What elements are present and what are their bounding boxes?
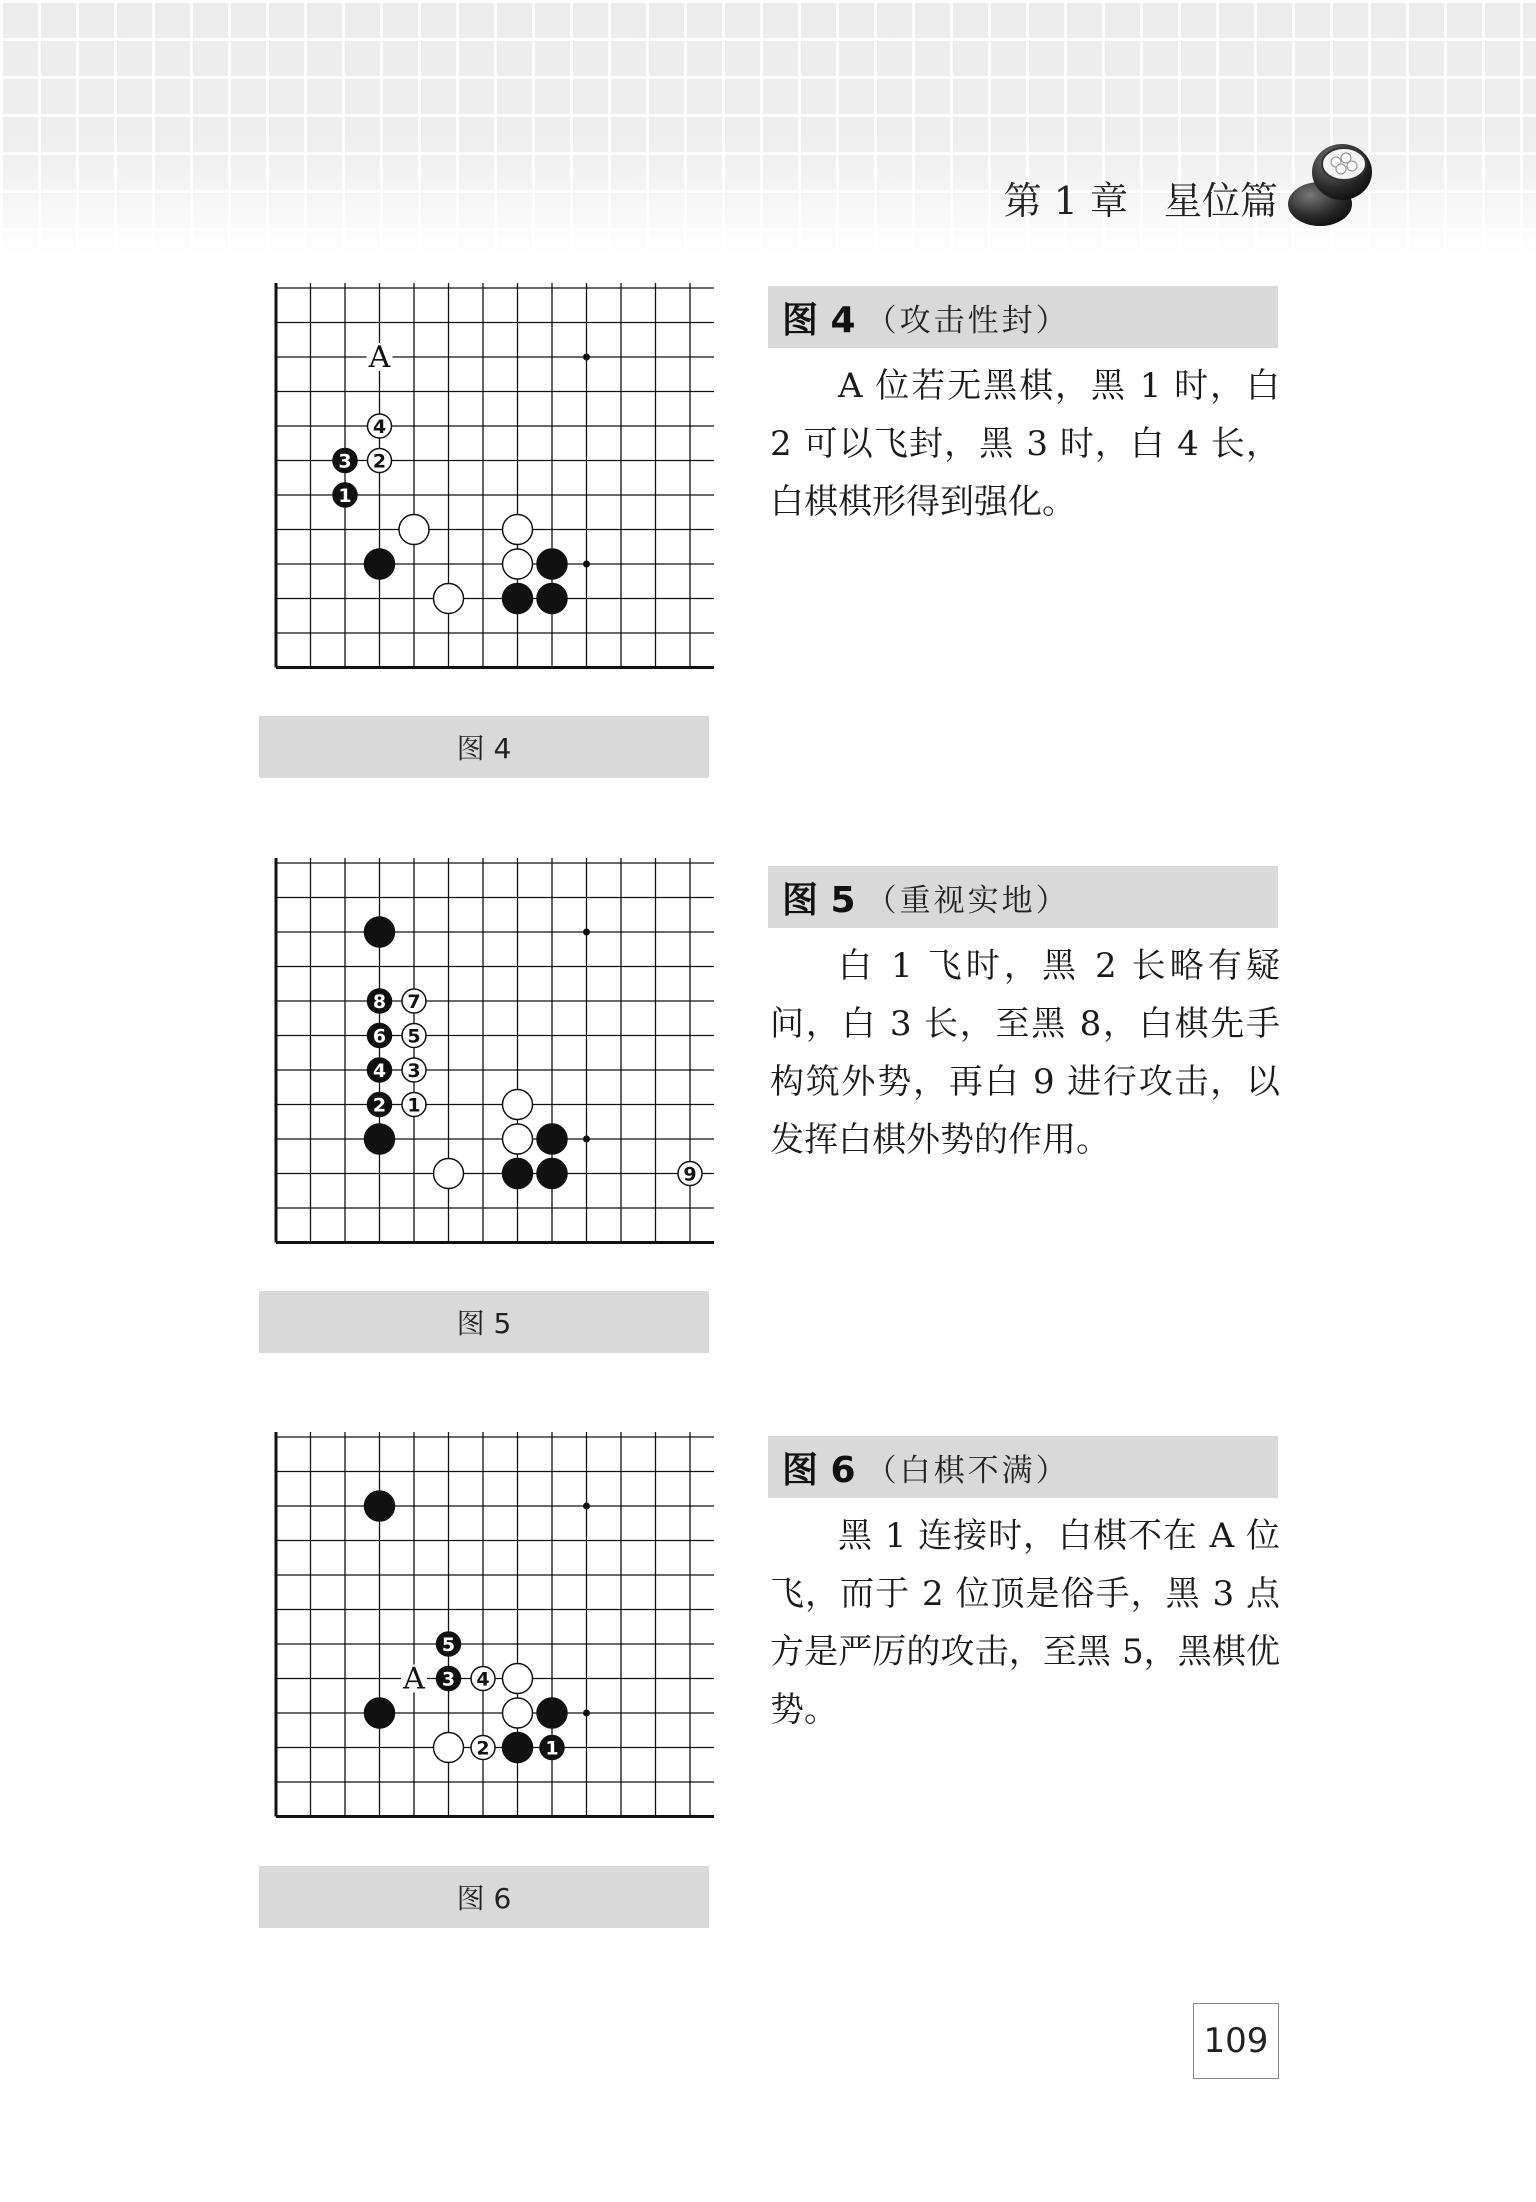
move-number: 4 [372, 416, 387, 438]
white-move-stone [402, 1058, 426, 1082]
figure-heading-label: 图 6 [782, 1449, 856, 1491]
move-number: 4 [476, 1668, 490, 1691]
move-number: 3 [407, 1060, 421, 1082]
white-stone [434, 1733, 464, 1763]
figure-heading-label: 图 4 [782, 299, 856, 341]
black-move-stone [368, 989, 392, 1013]
move-number: 8 [372, 991, 387, 1013]
page-header [0, 0, 1536, 252]
move-number: 1 [545, 1737, 559, 1760]
black-move-stone [540, 1736, 564, 1760]
board-point-label: A [403, 1661, 425, 1697]
black-move-stone [437, 1667, 461, 1691]
black-move-stone [333, 449, 357, 473]
figure-heading-subtitle: （攻击性封） [865, 302, 1070, 339]
figure-heading-subtitle: （白棋不满） [865, 1452, 1070, 1489]
figure-heading-subtitle: （重视实地） [865, 882, 1070, 919]
white-stone [503, 1124, 533, 1154]
move-number: 6 [372, 1025, 387, 1048]
black-stone [365, 1491, 395, 1521]
move-number: 2 [476, 1737, 490, 1760]
move-number: 4 [372, 1060, 387, 1082]
figure-commentary: A 位若无黑棋，黑 1 时，白 2 可以飞封，黑 3 时，白 4 长，白棋棋形得到强化。 [770, 366, 1280, 522]
figure-caption: 图 4 [259, 716, 709, 778]
move-number: 7 [407, 991, 421, 1013]
white-stone [503, 549, 533, 579]
white-move-stone [402, 989, 426, 1013]
black-move-stone [437, 1632, 461, 1656]
figure-caption: 图 5 [259, 1291, 709, 1353]
figure-heading-label: 图 5 [782, 879, 856, 921]
figure-heading [768, 286, 1278, 348]
move-number: 5 [441, 1634, 456, 1656]
board-grid [276, 858, 714, 1243]
figure-commentary: 白 1 飞时，黑 2 长略有疑问，白 3 长，至黑 8，白棋先手构筑外势，再白 9 进行攻击，以发挥白棋外势的作用。 [770, 946, 1280, 1160]
star-point [583, 1136, 590, 1143]
figure-heading [768, 866, 1278, 928]
move-number: 2 [372, 450, 387, 473]
move-number: 3 [338, 450, 352, 473]
board-grid [276, 1432, 714, 1817]
black-stone [537, 1159, 567, 1189]
black-stone [365, 917, 395, 947]
star-point [583, 929, 590, 936]
chapter-title: 星位篇 [1163, 179, 1278, 223]
white-stone [503, 1090, 533, 1120]
go-board-fig4 [264, 283, 714, 703]
black-stone [503, 1159, 533, 1189]
black-move-stone [368, 1024, 392, 1048]
black-stone [537, 584, 567, 614]
white-stone [503, 1664, 533, 1694]
white-move-stone [402, 1093, 426, 1117]
black-move-stone [333, 483, 357, 507]
black-stone [537, 549, 567, 579]
star-point [583, 561, 590, 568]
go-board-fig5 [264, 858, 714, 1278]
black-stone [365, 549, 395, 579]
black-stone [503, 584, 533, 614]
move-number: 9 [683, 1163, 697, 1186]
black-move-stone [368, 1093, 392, 1117]
figure-heading [768, 1436, 1278, 1498]
chapter-number: 第 1 章 [1003, 179, 1128, 223]
white-move-stone [678, 1162, 702, 1186]
white-stone [434, 1159, 464, 1189]
white-stone [434, 584, 464, 614]
board-grid [276, 283, 714, 668]
figure-commentary: 黑 1 连接时，白棋不在 A 位飞，而于 2 位顶是俗手，黑 3 点方是严厉的攻击，至黑 5，黑棋优势。 [770, 1516, 1280, 1730]
black-stone [537, 1698, 567, 1728]
black-move-stone [368, 1058, 392, 1082]
white-move-stone [402, 1024, 426, 1048]
black-stone [365, 1698, 395, 1728]
star-point [583, 1710, 590, 1717]
figure-caption: 图 6 [259, 1866, 709, 1928]
running-head [1004, 170, 1278, 225]
board-point-label: A [368, 340, 391, 375]
white-move-stone [368, 414, 392, 438]
white-move-stone [471, 1667, 495, 1691]
move-number: 1 [338, 485, 352, 507]
white-stone [399, 515, 429, 545]
star-point [583, 354, 590, 361]
move-number: 2 [372, 1094, 387, 1117]
move-number: 3 [441, 1668, 456, 1691]
go-board-fig6 [264, 1432, 714, 1852]
white-move-stone [471, 1736, 495, 1760]
move-number: 1 [407, 1094, 421, 1117]
white-move-stone [368, 449, 392, 473]
page-number: 109 [1193, 2003, 1279, 2079]
black-stone [365, 1124, 395, 1154]
white-stone [503, 1698, 533, 1728]
black-stone [503, 1733, 533, 1763]
white-stone [503, 515, 533, 545]
black-stone [537, 1124, 567, 1154]
star-point [583, 1503, 590, 1510]
go-stone-bowl-icon [1286, 138, 1382, 230]
move-number: 5 [407, 1025, 421, 1048]
